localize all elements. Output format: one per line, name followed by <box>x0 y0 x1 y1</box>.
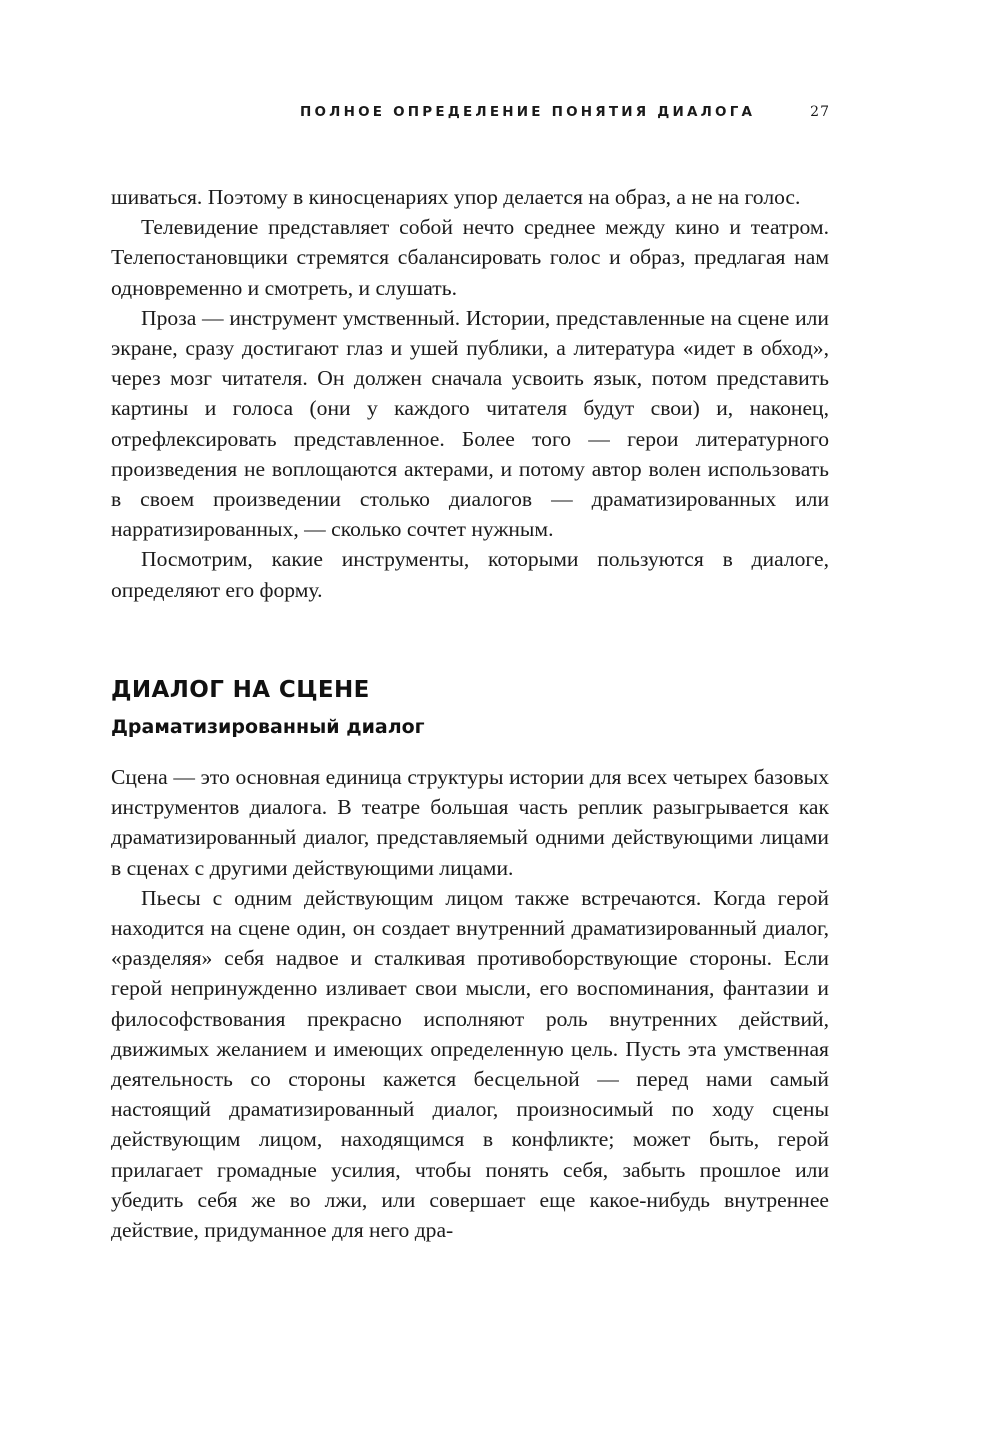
page-number: 27 <box>810 104 830 120</box>
section-heading: ДИАЛОГ НА СЦЕНЕ <box>111 677 370 703</box>
paragraph-tools: Посмотрим, какие инструменты, которыми пользуются в диалоге, определяют его форму. <box>111 547 829 602</box>
paragraph-prose: Проза — инструмент умственный. Истории, представленные на сцене или экране, сразу достигают глаз и ушей публики, а литература «идет в обход», через мозг читателя. Он должен сначала усвоить язык, потом представить картины и голоса (они у каждого читателя будут свои) и, наконец, отрефлексировать представленное. Более того — герои литературного произведения не воплощаются актерами, и потому автор волен использовать в своем произведении столько диалогов — драматизированных или нарратизированных, — сколько сочтет нужным. <box>111 305 829 542</box>
text-block-bottom <box>111 762 829 1245</box>
paragraph-one-character: Пьесы с одним действующим лицом также встречаются. Когда герой находится на сцене один, он создает внутренний драматизированный диалог, «разделяя» себя надвое и сталкивая противоборствующие стороны. Если герой непринужденно изливает свои мысли, его воспоминания, фантазии и философствования прекрасно исполняют роль внутренних действий, движимых желанием и имеющих определенную цель. Пусть эта умственная деятельность со стороны кажется бесцельной — перед нами самый настоящий драматизированный диалог, произносимый по ходу сцены действующим лицом, находящимся в конфликте; может быть, герой прилагает громадные усилия, чтобы понять себя, забыть прошлое или убедить себя же во лжи, или совершает еще какое-нибудь внутреннее действие, придуманное для него дра- <box>111 885 829 1243</box>
paragraph-scene: Сцена — это основная единица структуры истории для всех четырех базовых инструментов диалога. В театре большая часть реплик разыгрывается как драматизированный диалог, представляемый одними действующими лицами в сценах с другими действующими лицами. <box>111 765 829 880</box>
subsection-heading: Драматизированный диалог <box>111 716 425 738</box>
text-block-top <box>111 182 829 605</box>
running-head <box>300 104 830 130</box>
paragraph-continuation: шиваться. Поэтому в киносценариях упор делается на образ, а не на голос. <box>111 185 801 209</box>
paragraph-television: Телевидение представляет собой нечто среднее между кино и театром. Телепостановщики стремятся сбалансировать голос и образ, предлагая нам одновременно и смотреть, и слушать. <box>111 215 829 300</box>
running-title: ПОЛНОЕ ОПРЕДЕЛЕНИЕ ПОНЯТИЯ ДИАЛОГА <box>300 104 756 120</box>
